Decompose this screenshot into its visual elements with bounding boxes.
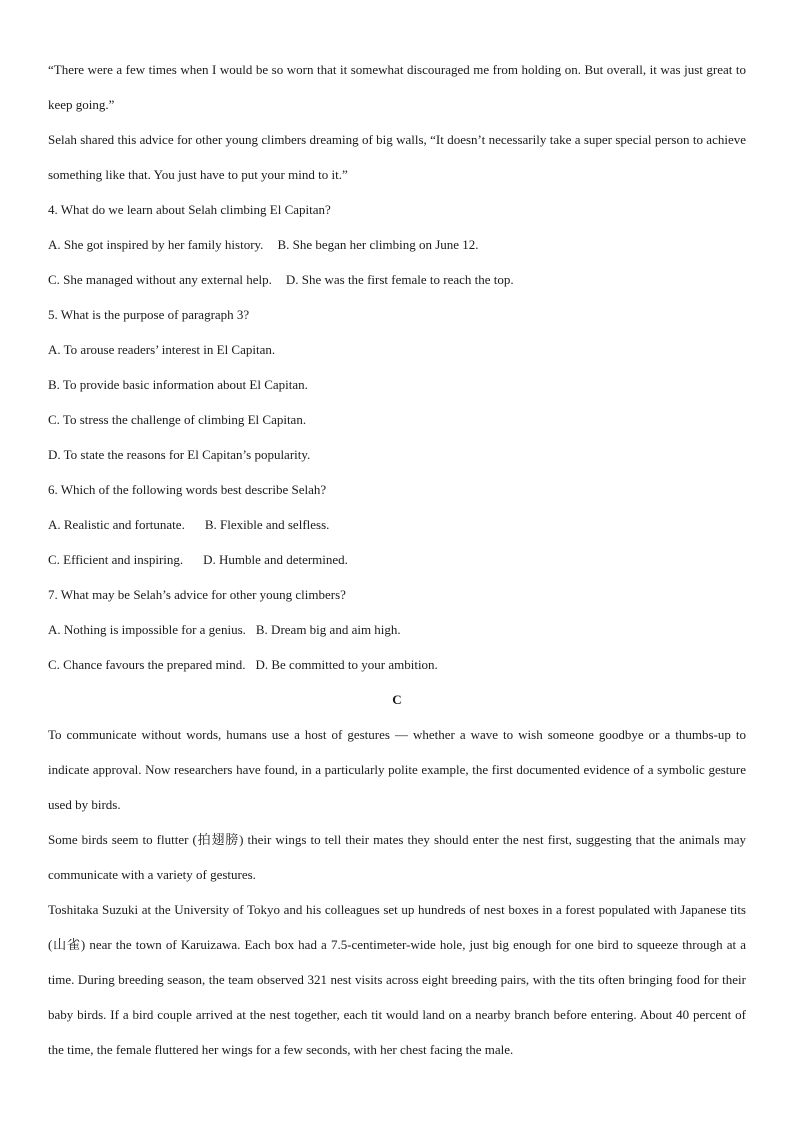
question-4-stem: 4. What do we learn about Selah climbing El Capitan? <box>48 202 331 217</box>
question-4-option-a: A. She got inspired by her family history. <box>48 237 264 252</box>
question-6-option-c: C. Efficient and inspiring. <box>48 552 184 567</box>
section-c-paragraph-2: Some birds seem to flutter (拍翅膀) their wings to tell their mates they should enter the nest first, suggesting that the animals may communicate with a variety of gestures. <box>48 832 746 882</box>
passage-b-paragraph-quote: “There were a few times when I would be so worn that it somewhat discouraged me from holding on. But overall, it was just great to keep going.” <box>48 62 746 112</box>
question-7-option-b: B. Dream big and aim high. <box>255 622 401 637</box>
question-6-stem: 6. Which of the following words best describe Selah? <box>48 482 327 497</box>
question-6-option-a: A. Realistic and fortunate. <box>48 517 185 532</box>
question-5-option-b: B. To provide basic information about El Capitan. <box>48 377 308 392</box>
question-5-option-c: C. To stress the challenge of climbing El Capitan. <box>48 412 307 427</box>
question-7-options-ab <box>48 612 746 647</box>
question-6-option-b: B. Flexible and selfless. <box>204 517 330 532</box>
question-4-options-cd <box>48 262 746 297</box>
question-7-option-c: C. Chance favours the prepared mind. <box>48 657 246 672</box>
section-c-heading: C <box>392 692 402 707</box>
document-page <box>48 52 746 1067</box>
question-6-options-cd <box>48 542 746 577</box>
question-4-option-b: B. She began her climbing on June 12. <box>277 237 479 252</box>
question-7-stem: 7. What may be Selah’s advice for other young climbers? <box>48 587 346 602</box>
question-6-option-d: D. Humble and determined. <box>203 552 348 567</box>
passage-b-paragraph-advice: Selah shared this advice for other young climbers dreaming of big walls, “It doesn’t necessarily take a super special person to achieve something like that. You just have to put your mind to it.” <box>48 132 746 182</box>
question-7-option-d: D. Be committed to your ambition. <box>255 657 438 672</box>
question-5-option-d: D. To state the reasons for El Capitan’s popularity. <box>48 447 311 462</box>
question-5-option-a: A. To arouse readers’ interest in El Capitan. <box>48 342 276 357</box>
question-4-option-c: C. She managed without any external help. <box>48 272 272 287</box>
question-6-options-ab <box>48 507 746 542</box>
section-c-paragraph-3: Toshitaka Suzuki at the University of Tokyo and his colleagues set up hundreds of nest boxes in a forest populated with Japanese tits (山雀) near the town of Karuizawa. Each box had a 7.5-centimeter-wide hole, just big enough for one bird to squeeze through at a time. During breeding season, the team observed 321 nest visits across eight breeding pairs, with the tits often bringing food for their baby birds. If a bird couple arrived at the nest together, each tit would land on a nearby branch before entering. About 40 percent of the time, the female fluttered her wings for a few seconds, with her chest facing the male. <box>48 902 746 1057</box>
question-7-option-a: A. Nothing is impossible for a genius. <box>48 622 246 637</box>
question-4-options-ab <box>48 227 746 262</box>
section-c-paragraph-1: To communicate without words, humans use a host of gestures — whether a wave to wish someone goodbye or a thumbs-up to indicate approval. Now researchers have found, in a particularly polite example, the first documented evidence of a symbolic gesture used by birds. <box>48 727 746 812</box>
question-5-stem: 5. What is the purpose of paragraph 3? <box>48 307 250 322</box>
question-7-options-cd <box>48 647 746 682</box>
question-4-option-d: D. She was the first female to reach the top. <box>285 272 514 287</box>
